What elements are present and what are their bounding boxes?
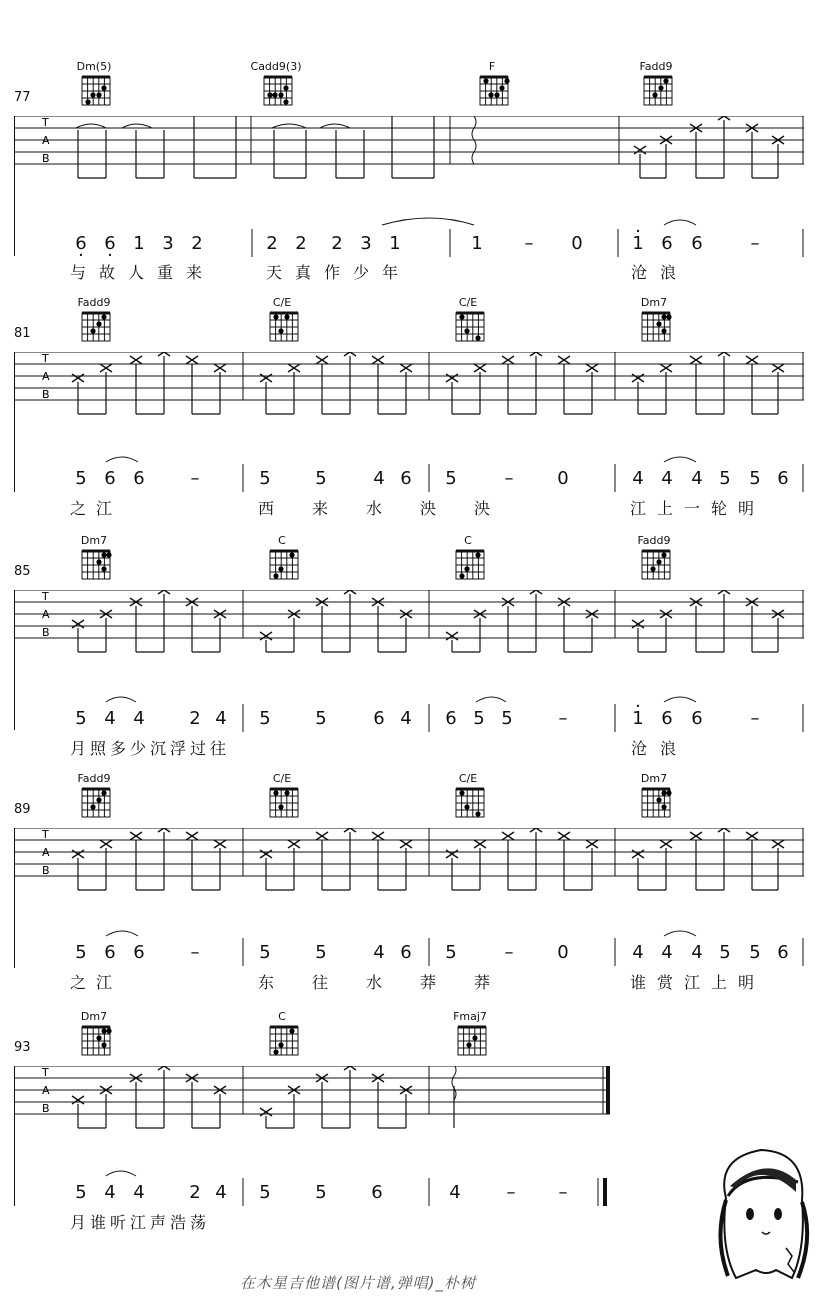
jianpu-note: –	[524, 233, 534, 254]
jianpu-note: 4	[133, 1182, 145, 1203]
lyric-text: 与故人重来	[70, 263, 216, 282]
bar-number: 81	[14, 326, 31, 341]
jianpu-note: –	[750, 708, 760, 729]
chord-diagram	[252, 1010, 312, 1063]
chord-name: Dm7	[640, 296, 668, 309]
chord-diagram	[624, 296, 684, 349]
bar-number: 77	[14, 90, 31, 105]
lyrics-line	[0, 970, 820, 994]
chord-diagram	[624, 772, 684, 825]
chord-grid	[74, 785, 114, 821]
chord-grid	[634, 785, 674, 821]
jianpu-note: 4	[691, 942, 703, 963]
chord-grid	[448, 785, 488, 821]
jianpu-note: 4	[373, 942, 385, 963]
chord-diagram	[64, 772, 124, 825]
chord-grid	[448, 309, 488, 345]
chord-diagram	[252, 772, 312, 825]
lyrics-line	[0, 736, 820, 760]
lyric-text: 谁赏江上明	[630, 973, 766, 992]
chord-grid	[634, 309, 674, 345]
jianpu-note: 6	[373, 708, 385, 729]
jianpu-note: 4	[400, 708, 412, 729]
system-81	[0, 296, 820, 524]
jianpu-note: 4	[215, 708, 227, 729]
chord-name: Fadd9	[77, 772, 111, 785]
jianpu-note: 0	[571, 233, 583, 254]
svg-text:B: B	[42, 388, 50, 401]
jianpu-note: 3	[360, 233, 372, 254]
jianpu-note: 5	[473, 708, 485, 729]
chord-grid	[256, 73, 296, 109]
jianpu-note: 5	[259, 708, 271, 729]
jianpu-note: 4	[104, 708, 116, 729]
lyric-text: 之江	[70, 973, 123, 992]
chord-grid	[472, 73, 512, 109]
jianpu-note: 6	[777, 942, 789, 963]
svg-text:T: T	[42, 116, 49, 129]
jianpu-note: 5	[75, 1182, 87, 1203]
chord-diagram	[64, 296, 124, 349]
system-89	[0, 770, 820, 998]
jianpu-note: · 1	[627, 233, 649, 254]
jianpu-barlines	[0, 1160, 820, 1208]
svg-text:B: B	[42, 864, 50, 877]
jianpu-note: –	[558, 708, 568, 729]
jianpu-note: –	[504, 942, 514, 963]
jianpu-note: 5	[259, 1182, 271, 1203]
jianpu-note: 6	[691, 233, 703, 254]
svg-text:A: A	[42, 134, 50, 147]
bar-number: 93	[14, 1040, 31, 1055]
jianpu-note: 6	[104, 942, 116, 963]
lyric-text: 之江	[70, 499, 123, 518]
jianpu-note: 5	[75, 468, 87, 489]
chord-name: Dm7	[80, 534, 108, 547]
jianpu-note: 6	[661, 233, 673, 254]
chord-name: Dm(5)	[76, 60, 112, 73]
chord-diagram	[252, 534, 312, 587]
jianpu-line	[0, 1182, 820, 1208]
system-85	[0, 532, 820, 760]
chord-grid	[448, 547, 488, 583]
jianpu-note: 0	[557, 468, 569, 489]
jianpu-note: 5	[501, 708, 513, 729]
jianpu-line	[0, 942, 820, 968]
jianpu-note: 2	[295, 233, 307, 254]
jianpu-line	[0, 233, 820, 259]
chord-grid	[634, 547, 674, 583]
chord-diagram	[64, 1010, 124, 1063]
jianpu-note: 6	[133, 468, 145, 489]
jianpu-note: · 1	[627, 708, 649, 729]
chord-grid	[262, 785, 302, 821]
chord-name: C/E	[272, 772, 292, 785]
chord-grid	[74, 547, 114, 583]
jianpu-note: 2	[189, 708, 201, 729]
chord-name: Fadd9	[77, 296, 111, 309]
jianpu-note: 4	[632, 468, 644, 489]
jianpu-note: 4	[373, 468, 385, 489]
jianpu-note: 4	[449, 1182, 461, 1203]
jianpu-note: 5	[259, 468, 271, 489]
jianpu-barlines	[0, 920, 820, 968]
jianpu-note: 5	[445, 468, 457, 489]
chord-diagram	[64, 60, 124, 113]
chord-name: Cadd9(3)	[250, 60, 302, 73]
jianpu-note: 5	[315, 1182, 327, 1203]
tab-staff	[14, 828, 804, 900]
jianpu-note: 4	[215, 1182, 227, 1203]
chord-grid	[636, 73, 676, 109]
chord-diagram	[438, 534, 498, 587]
jianpu-note: 6	[691, 708, 703, 729]
footer-watermark: 在木星吉他谱(图片谱,弹唱)_朴树	[240, 1274, 476, 1292]
chord-diagram	[440, 1010, 500, 1063]
chord-name: C	[278, 534, 286, 547]
chord-grid	[74, 73, 114, 109]
svg-text:T: T	[42, 828, 49, 841]
jianpu-barlines	[0, 446, 820, 494]
jianpu-note: 6	[133, 942, 145, 963]
lyric-text: 江上一轮明	[630, 499, 766, 518]
lyric-text: 东往水莽莽	[258, 973, 529, 992]
jianpu-note: 4	[661, 468, 673, 489]
chord-name: C	[278, 1010, 286, 1023]
chord-grid	[262, 547, 302, 583]
svg-text:A: A	[42, 370, 50, 383]
jianpu-note: 2	[191, 233, 203, 254]
chord-name: Fadd9	[637, 534, 671, 547]
tab-staff	[14, 1066, 614, 1138]
jianpu-note: 6	[777, 468, 789, 489]
jianpu-note: –	[558, 1182, 568, 1203]
bar-number: 89	[14, 802, 31, 817]
lyrics-line	[0, 1210, 820, 1234]
jianpu-note: 6 ·	[99, 233, 121, 254]
chord-diagram	[252, 296, 312, 349]
lyric-text: 西来水泱泱	[258, 499, 529, 518]
tab-staff	[14, 590, 804, 662]
jianpu-note: –	[190, 468, 200, 489]
chord-diagram	[626, 60, 686, 113]
jianpu-line	[0, 468, 820, 494]
chord-grid	[262, 309, 302, 345]
jianpu-note: –	[750, 233, 760, 254]
chord-name: Fmaj7	[453, 1010, 487, 1023]
chord-grid	[74, 1023, 114, 1059]
lyric-text: 月照多少沉浮过往	[70, 739, 231, 758]
chord-diagram	[438, 772, 498, 825]
jianpu-line	[0, 708, 820, 734]
jianpu-note: 6	[400, 942, 412, 963]
chord-name: C/E	[458, 772, 478, 785]
jianpu-note: 4	[691, 468, 703, 489]
jianpu-note: 5	[259, 942, 271, 963]
jianpu-note: 0	[557, 942, 569, 963]
chord-diagram	[624, 534, 684, 587]
jianpu-note: 6	[445, 708, 457, 729]
jianpu-note: 6	[661, 708, 673, 729]
jianpu-note: 5	[749, 468, 761, 489]
lyric-text: 沧浪	[631, 739, 690, 758]
svg-text:A: A	[42, 1084, 50, 1097]
jianpu-note: 5	[75, 942, 87, 963]
lyrics-line	[0, 496, 820, 520]
jianpu-note: 4	[104, 1182, 116, 1203]
jianpu-note: –	[190, 942, 200, 963]
jianpu-note: 4	[661, 942, 673, 963]
lyric-text: 沧浪	[631, 263, 690, 282]
chord-diagram	[438, 296, 498, 349]
jianpu-note: 2	[266, 233, 278, 254]
jianpu-note: 4	[133, 708, 145, 729]
jianpu-note: 1	[471, 233, 483, 254]
chord-name: C/E	[458, 296, 478, 309]
jianpu-note: 1	[133, 233, 145, 254]
jianpu-note: 1	[389, 233, 401, 254]
jianpu-note: –	[506, 1182, 516, 1203]
chord-name: F	[488, 60, 496, 73]
tab-staff	[14, 352, 804, 424]
chord-grid	[262, 1023, 302, 1059]
jianpu-note: –	[504, 468, 514, 489]
chord-diagram	[64, 534, 124, 587]
svg-text:A: A	[42, 608, 50, 621]
chord-name: Dm7	[640, 772, 668, 785]
jianpu-note: 5	[315, 708, 327, 729]
svg-text:T: T	[42, 1066, 49, 1079]
jianpu-note: 6 ·	[70, 233, 92, 254]
svg-text:B: B	[42, 152, 50, 165]
jianpu-note: 5	[749, 942, 761, 963]
chord-name: C/E	[272, 296, 292, 309]
svg-text:B: B	[42, 1102, 50, 1115]
jianpu-note: 6	[104, 468, 116, 489]
svg-text:B: B	[42, 626, 50, 639]
chord-diagram	[462, 60, 522, 113]
jianpu-barlines	[0, 686, 820, 734]
chord-grid	[450, 1023, 490, 1059]
chord-diagram	[246, 60, 306, 113]
lyric-text: 月谁听江声浩荡	[70, 1213, 211, 1232]
chord-name: Dm7	[80, 1010, 108, 1023]
bar-number: 85	[14, 564, 31, 579]
lyric-text: 天真作少年	[266, 263, 412, 282]
jianpu-note: 6	[400, 468, 412, 489]
jianpu-note: 2	[331, 233, 343, 254]
jianpu-note: 5	[315, 942, 327, 963]
chord-name: C	[464, 534, 472, 547]
lyrics-line	[0, 260, 820, 284]
tab-staff	[14, 116, 804, 188]
jianpu-note: 5	[445, 942, 457, 963]
jianpu-note: 3	[162, 233, 174, 254]
jianpu-note: 5	[315, 468, 327, 489]
cartoon-girl-icon	[706, 1138, 816, 1288]
svg-text:T: T	[42, 590, 49, 603]
jianpu-note: 2	[189, 1182, 201, 1203]
jianpu-barlines	[0, 211, 820, 259]
system-93	[0, 1008, 820, 1238]
system-77	[0, 58, 820, 283]
jianpu-note: 5	[719, 942, 731, 963]
jianpu-note: 4	[632, 942, 644, 963]
jianpu-note: 5	[719, 468, 731, 489]
jianpu-note: 6	[371, 1182, 383, 1203]
svg-text:A: A	[42, 846, 50, 859]
chord-grid	[74, 309, 114, 345]
jianpu-note: 5	[75, 708, 87, 729]
svg-text:T: T	[42, 352, 49, 365]
chord-name: Fadd9	[639, 60, 673, 73]
